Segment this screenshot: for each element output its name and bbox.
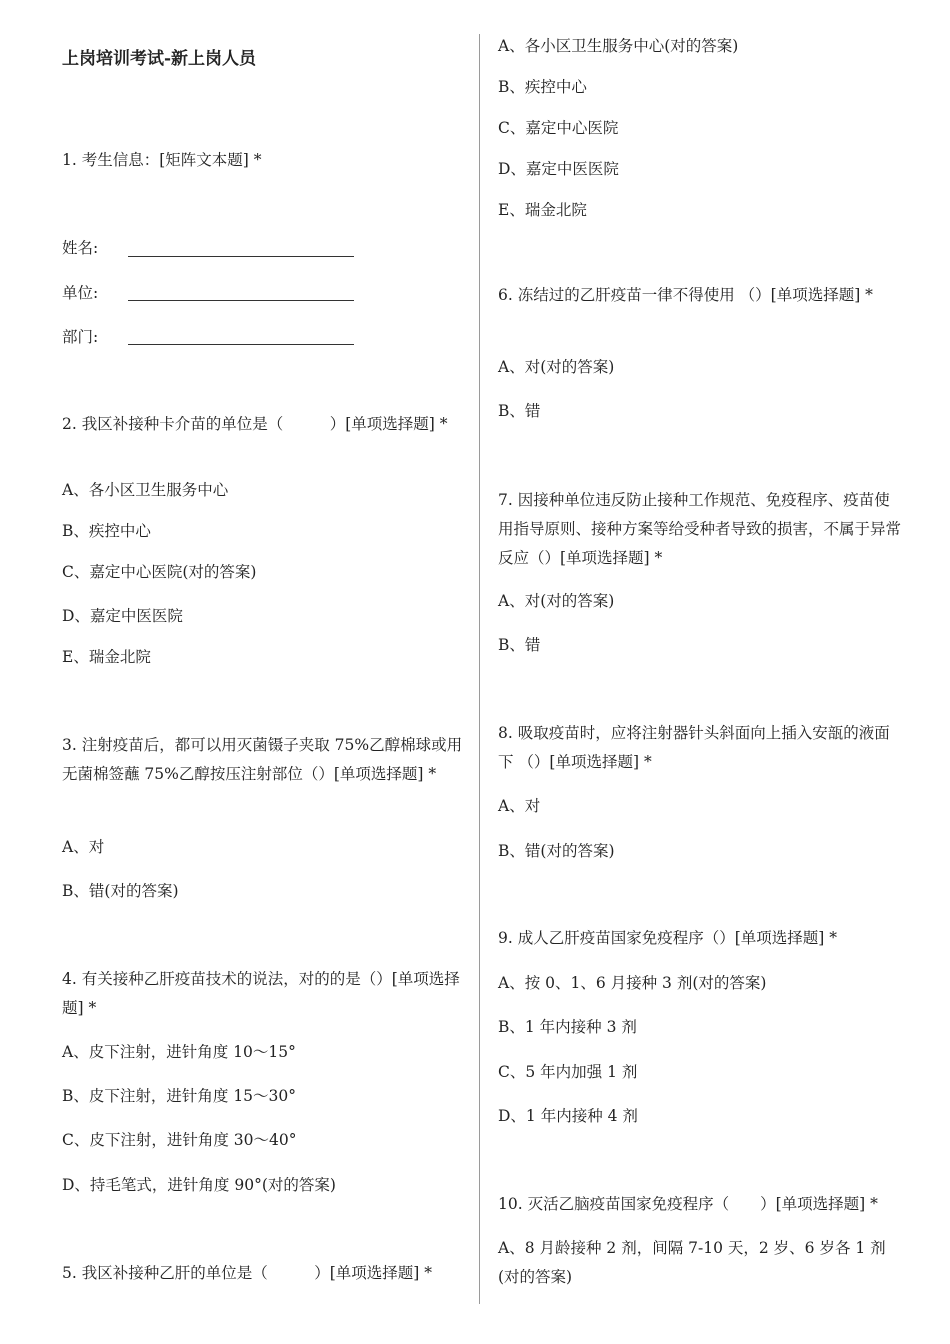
q5-option-d[interactable]: D、嘉定中医医院 — [498, 160, 619, 178]
q10-option-a[interactable]: A、8 月龄接种 2 剂，间隔 7-10 天，2 岁、6 岁各 1 剂(对的答案) — [498, 1239, 886, 1286]
q6-option-b[interactable]: B、错 — [498, 402, 541, 420]
q4-option-c[interactable]: C、皮下注射，进针角度 30～40° — [62, 1131, 297, 1149]
question-10-text: 10. 灭活乙脑疫苗国家免疫程序（ ）[单项选择题] * — [498, 1195, 878, 1213]
exam-title: 上岗培训考试-新上岗人员 — [62, 49, 257, 69]
q9-option-c[interactable]: C、5 年内加强 1 剂 — [498, 1063, 638, 1081]
q9-option-d[interactable]: D、1 年内接种 4 剂 — [498, 1107, 638, 1125]
question-5-text: 5. 我区补接种乙肝的单位是（ ）[单项选择题] * — [62, 1264, 432, 1282]
q8-option-a[interactable]: A、对 — [498, 797, 541, 815]
question-4-text: 4. 有关接种乙肝疫苗技术的说法，对的的是（）[单项选择题] * — [62, 970, 460, 1017]
q2-option-d[interactable]: D、嘉定中医医院 — [62, 607, 183, 625]
question-3-text: 3. 注射疫苗后，都可以用灭菌镊子夹取 75%乙醇棉球或用无菌棉签蘸 75%乙醇按压注射部位（）[单项选择题] * — [62, 736, 463, 783]
department-input-line[interactable] — [128, 344, 354, 345]
q2-option-b[interactable]: B、疾控中心 — [62, 522, 151, 540]
q3-option-b[interactable]: B、错(对的答案) — [62, 882, 179, 900]
unit-input-line[interactable] — [128, 300, 354, 301]
q4-option-b[interactable]: B、皮下注射，进针角度 15～30° — [62, 1087, 297, 1105]
question-9-text: 9. 成人乙肝疫苗国家免疫程序（）[单项选择题] * — [498, 929, 837, 947]
q2-option-c[interactable]: C、嘉定中心医院(对的答案) — [62, 563, 257, 581]
question-6-text: 6. 冻结过的乙肝疫苗一律不得使用 （）[单项选择题] * — [498, 286, 873, 304]
column-divider — [479, 34, 480, 1304]
q7-option-a[interactable]: A、对(对的答案) — [498, 592, 615, 610]
question-2-text: 2. 我区补接种卡介苗的单位是（ ）[单项选择题] * — [62, 415, 448, 433]
field-label-unit: 单位: — [62, 284, 99, 302]
question-7-text: 7. 因接种单位违反防止接种工作规范、免疫程序、疫苗使用指导原则、接种方案等给受种者导致的损害，不属于异常反应（）[单项选择题] * — [498, 491, 902, 567]
q5-option-b[interactable]: B、疾控中心 — [498, 78, 587, 96]
question-8-text: 8. 吸取疫苗时，应将注射器针头斜面向上插入安瓿的液面下 （）[单项选择题] * — [498, 724, 890, 771]
q8-option-b[interactable]: B、错(对的答案) — [498, 842, 615, 860]
q9-option-b[interactable]: B、1 年内接种 3 剂 — [498, 1018, 637, 1036]
field-label-name: 姓名: — [62, 239, 99, 257]
q2-option-e[interactable]: E、瑞金北院 — [62, 648, 151, 666]
q2-option-a[interactable]: A、各小区卫生服务中心 — [62, 481, 229, 499]
q4-option-d[interactable]: D、持毛笔式，进针角度 90°(对的答案) — [62, 1176, 336, 1194]
name-input-line[interactable] — [128, 256, 354, 257]
q9-option-a[interactable]: A、按 0、1、6 月接种 3 剂(对的答案) — [498, 974, 767, 992]
q4-option-a[interactable]: A、皮下注射，进针角度 10～15° — [62, 1043, 296, 1061]
question-1-text: 1. 考生信息：[矩阵文本题] * — [62, 151, 262, 169]
q7-option-b[interactable]: B、错 — [498, 636, 541, 654]
field-label-department: 部门: — [62, 328, 99, 346]
q6-option-a[interactable]: A、对(对的答案) — [498, 358, 615, 376]
q5-option-a[interactable]: A、各小区卫生服务中心(对的答案) — [498, 37, 739, 55]
q5-option-e[interactable]: E、瑞金北院 — [498, 201, 587, 219]
q3-option-a[interactable]: A、对 — [62, 838, 105, 856]
q5-option-c[interactable]: C、嘉定中心医院 — [498, 119, 619, 137]
